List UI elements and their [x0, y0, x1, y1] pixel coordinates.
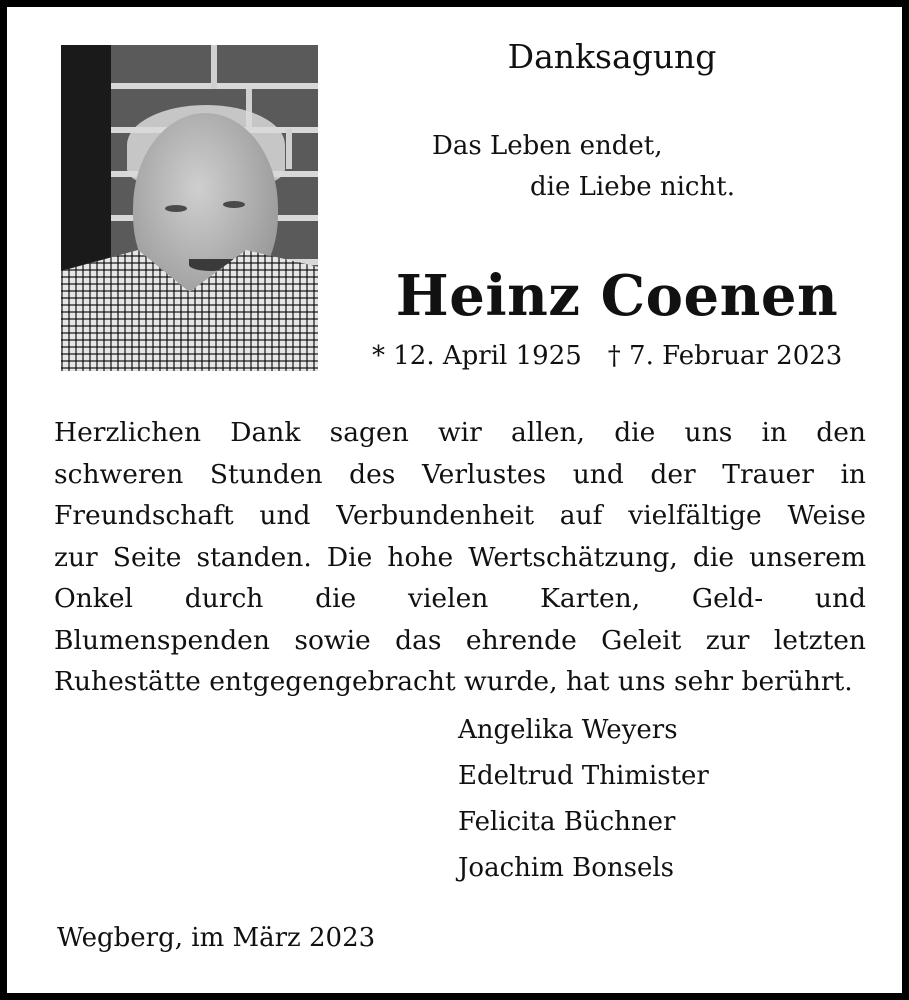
photo-eye: [165, 205, 187, 212]
deceased-name: Heinz Coenen: [395, 263, 839, 329]
place-and-date: Wegberg, im März 2023: [57, 923, 376, 953]
signer-name: Angelika Weyers: [458, 715, 678, 745]
life-dates: [372, 341, 842, 371]
body-line: zur Seite standen. Die hohe Wertschätzung, die unserem: [54, 541, 866, 573]
photo-mortar: [211, 45, 217, 89]
photo-eye: [223, 201, 245, 208]
thank-you-text: [54, 412, 866, 703]
notice-heading: Danksagung: [507, 37, 717, 76]
body-line: schweren Stunden des Verlustes und der Trauer in: [54, 458, 866, 490]
photo-mortar: [286, 129, 292, 169]
body-line: Herzlichen Dank sagen wir allen, die uns in den: [54, 417, 866, 448]
quote-line-2: die Liebe nicht.: [530, 172, 735, 202]
signers-list: [458, 707, 709, 891]
body-line: Onkel durch die vielen Karten, Geld- und: [54, 583, 866, 614]
body-line: Ruhestätte entgegengebracht wurde, hat uns sehr berührt.: [54, 666, 853, 697]
portrait-photo: [61, 45, 318, 371]
signer-name: Edeltrud Thimister: [458, 761, 709, 791]
quote-line-1: Das Leben endet,: [432, 131, 663, 161]
body-line: Blumenspenden sowie das ehrende Geleit zur letzten: [54, 624, 866, 656]
signer-name: Joachim Bonsels: [458, 853, 675, 883]
body-line: Freundschaft und Verbundenheit auf vielfältige Weise: [54, 500, 866, 531]
birth-date: * 12. April 1925: [372, 341, 582, 371]
death-date: † 7. Februar 2023: [607, 341, 843, 371]
signer-name: Felicita Büchner: [458, 807, 676, 837]
